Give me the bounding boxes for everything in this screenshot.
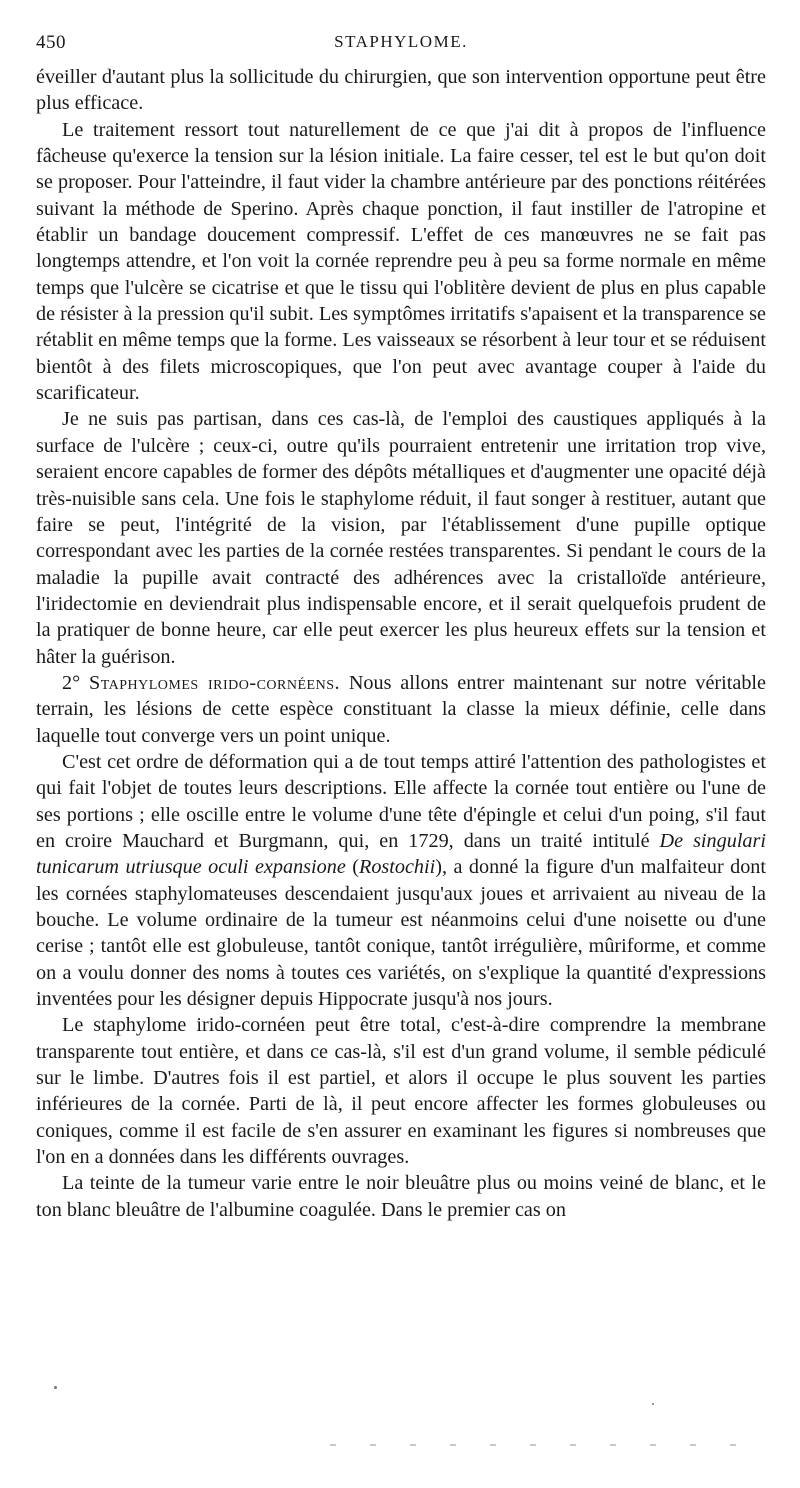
paragraph-traitement: Le traitement ressort tout naturellement de ce que j'ai dit à propos de l'influence fâcheuse qu'exerce la tension sur la lésion initiale. La faire cesser, tel est le but qu'on doit se proposer. Pour l'atteindre, il faut vider la chambre antérieure par des ponctions réitérées suivant la méthode de Sperino. Après chaque ponction, il faut instiller de l'atropine et établir un bandage doucement compressif. L'effet de ces manœuvres ne se fait pas longtemps attendre, et l'on voit la cornée reprendre peu à peu sa forme normale en même temps que l'ulcère se cicatrise et que le tissu qui l'oblitère devient de plus en plus capable de résister à la pression qu'il subit. Les symptômes irritatifs s'apaisent et la transparence se rétablit en même temps que la forme. Les vaisseaux se résorbent à leur tour et se réduisent bientôt à des filets microscopiques, que l'on peut avec avantage couper à l'aide du scarificateur. (36, 118, 766, 405)
section-irido-corneens (36, 670, 766, 749)
paragraph-continuation: éveiller d'autant plus la sollicitude du chirurgien, que son intervention opportune peut être plus efficace. (36, 66, 766, 115)
place-italic: Rostochii (358, 856, 436, 879)
paragraph-deformation-middle: ( (345, 856, 359, 879)
running-title: STAPHYLOME. (334, 32, 468, 51)
paragraph-total: Le staphylome irido-cornéen peut être total, c'est-à-dire comprendre la membrane transparente tout entière, et dans ce cas-là, s'il est d'un grand volume, il semble pédiculé sur le limbe. D'autres fois il est partiel, et alors il occupe le plus souvent les parties inférieures de la cornée. Parti de là, il peut encore affecter les formes globuleuses ou coniques, comme il est facile de s'en assurer en examinant les figures si nombreuses que l'on en a données dans les différents ouvrages. (36, 1014, 766, 1169)
running-head (36, 28, 766, 58)
book-title-italic: De singulari tunicarum utriusque oculi expansione (36, 829, 766, 879)
section-text: Nous allons entrer maintenant sur notre véritable terrain, les lésions de cette espèce constituant la classe la mieux définie, celle dans laquelle tout converge vers un point unique. (36, 671, 766, 747)
paragraph-caustiques: Je ne suis pas partisan, dans ces cas-là, de l'emploi des caustiques appliqués à la surface de l'ulcère ; ceux-ci, outre qu'ils pourraient entretenir une irritation trop vive, seraient encore capables de former des dépôts métalliques et d'augmenter une opacité déjà très-nuisible sans cela. Une fois le staphylome réduit, il faut songer à restituer, autant que faire se peut, l'intégrité de la vision, par l'établissement d'une pupille optique correspondant avec les parties de la cornée restées transparentes. Si pendant le cours de la maladie la pupille avait contracté des adhérences avec la cristalloïde antérieure, l'iridectomie en deviendrait plus indispensable encore, et il serait quelquefois prudent de la pratiquer de bonne heure, car elle peut exercer les plus heureux effets sur la tension et hâter la guérison. (36, 408, 766, 668)
book-page (36, 28, 766, 1223)
body-text (36, 64, 766, 1223)
print-speck (54, 1386, 57, 1389)
paragraph-deformation (36, 749, 766, 1012)
paragraph-teinte: La teinte de la tumeur varie entre le noir bleuâtre plus ou moins veiné de blanc, et le ton blanc bleuâtre de l'albumine coagulée. Dans le premier cas on (36, 1172, 766, 1221)
print-speck (652, 1403, 654, 1405)
bottom-print-marks (330, 1444, 770, 1446)
page-number: 450 (36, 32, 66, 53)
section-number: 2° (62, 671, 81, 694)
paragraph-deformation-after: ), a donné la figure d'un malfaiteur dont les cornées staphylomateuses descendaient jusqu'aux joues et arrivaient au niveau de la bouche. Le volume ordinaire de la tumeur est néanmoins celui d'une noisette ou d'une cerise ; tantôt elle est globuleuse, tantôt conique, tantôt irrégulière, mûriforme, et comme on a voulu donner des noms à toutes ces variétés, on s'explique la quantité d'expressions inventées pour les désigner depuis Hippocrate jusqu'à nos jours. (36, 856, 767, 1011)
paragraph-deformation-before: C'est cet ordre de déformation qui a de tout temps attiré l'attention des pathologistes et qui fait l'objet de toutes leurs descriptions. Elle affecte la cornée tout entière ou l'une de ses portions ; elle oscille entre le volume d'une tête d'épingle et celui d'un poing, s'il faut en croire Mauchard et Burgmann, qui, en 1729, dans un traité intitulé (36, 750, 766, 852)
section-heading: Staphylomes irido-cornéens. (88, 671, 341, 694)
